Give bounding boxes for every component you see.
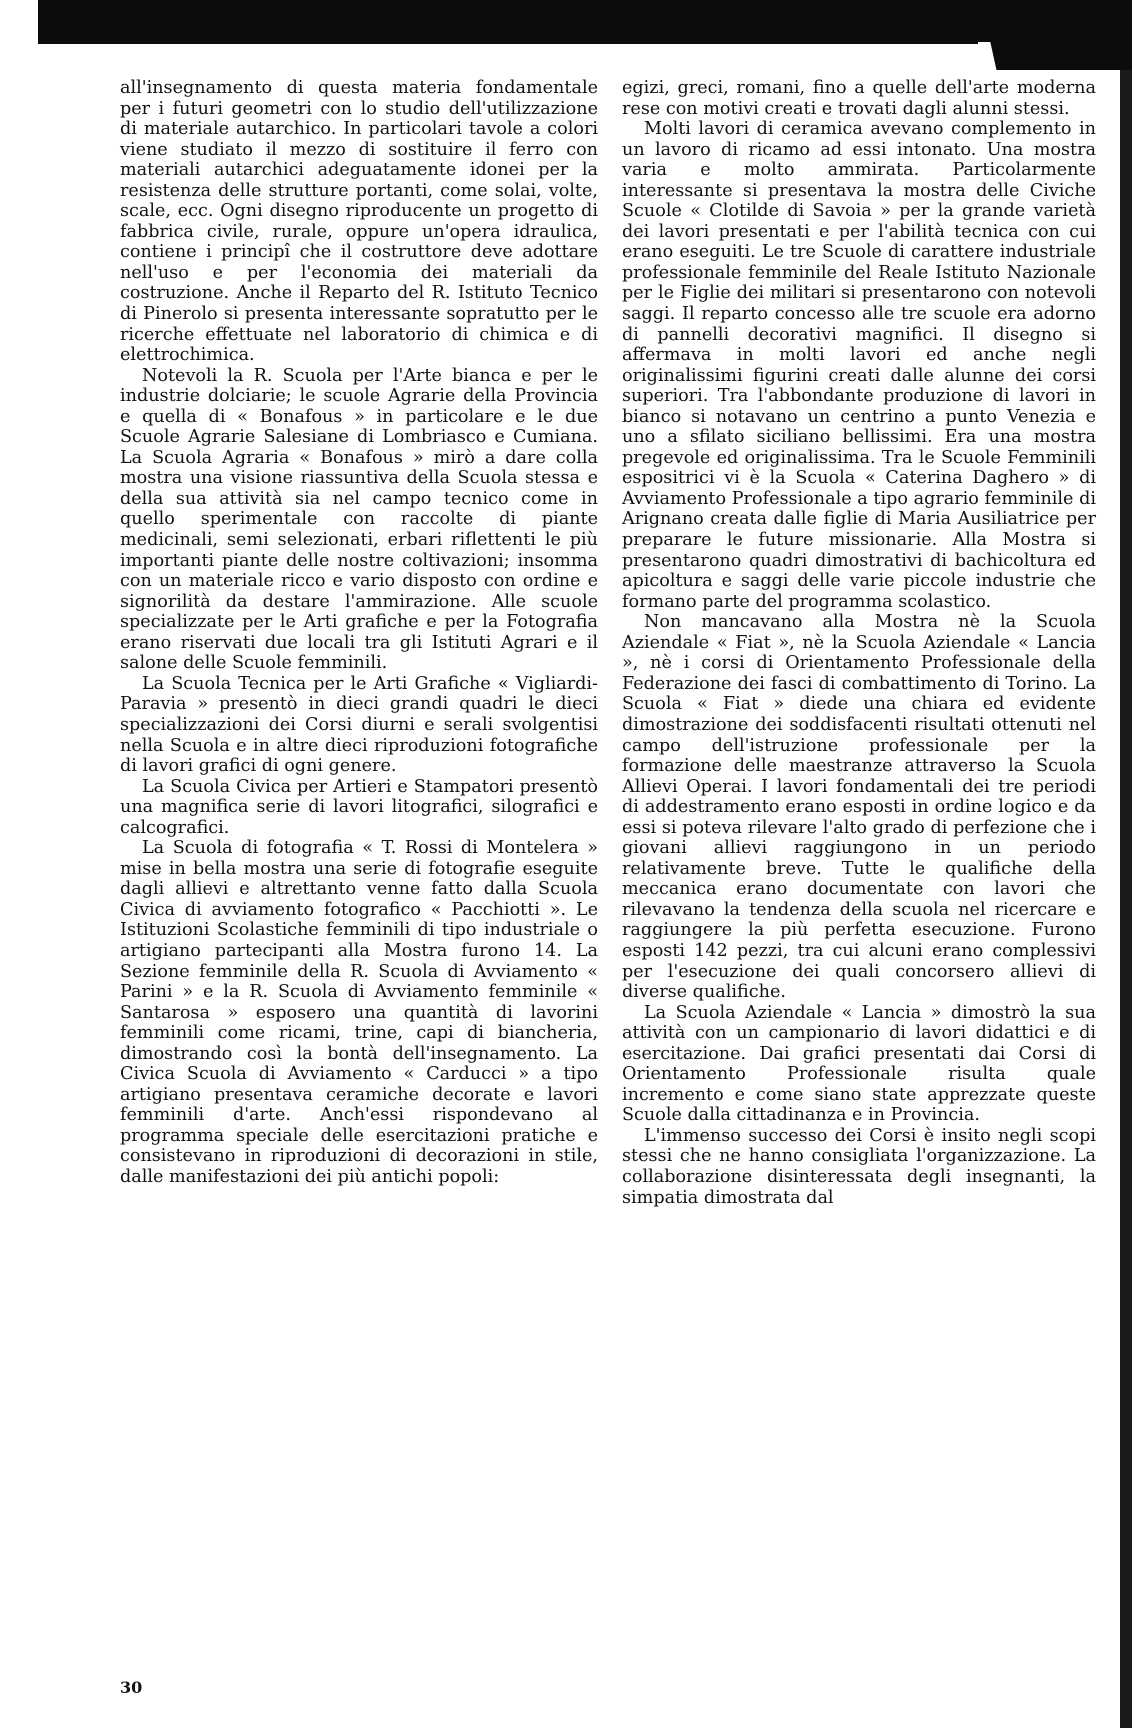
- scan-right-dark-border: [1120, 70, 1132, 1728]
- left-paragraph-2: Notevoli la R. Scuola per l'Arte bianca e per le industrie dolciarie; le scuole Agrarie della Provincia e quella di « Bonafous » in particolare e le due Scuole Agrarie Salesiane di Lombriasco e Cumiana. La Scuola Agraria « Bonafous » mirò a dare colla mostra una visione riassuntiva della Scuola stessa e della sua attività sia nel campo tecnico come in quello sperimentale con raccolte di piante medicinali, semi selezionati, erbari riflettenti le più importanti piante delle nostre coltivazioni; insomma con un materiale ricco e vario disposto con ordine e signorilità da destare l'ammirazione. Alle scuole specializzate per le Arti grafiche e per la Fotografia erano riservati due locali tra gli Istituti Agrari e il salone delle Scuole femminili.: [120, 365, 598, 674]
- right-text-column: [622, 78, 1096, 1208]
- right-paragraph-5: L'immenso successo dei Corsi è insito negli scopi stessi che ne hanno consigliata l'organizzazione. La collaborazione disinteressata degli insegnanti, la simpatia dimostrata dal: [622, 1125, 1096, 1208]
- page-number: 30: [120, 1678, 143, 1697]
- right-paragraph-1: egizi, greci, romani, fino a quelle dell'arte moderna rese con motivi creati e trovati dagli alunni stessi.: [622, 78, 1096, 119]
- right-paragraph-4: La Scuola Aziendale « Lancia » dimostrò la sua attività con un campionario di lavori didattici e di esercitazione. Dai grafici presentati dai Corsi di Orientamento Professionale risulta quale incremento e come siano state apprezzate queste Scuole dalla cittadinanza e in Provincia.: [622, 1002, 1096, 1126]
- scan-top-dark-border: [38, 0, 978, 44]
- right-paragraph-3: Non mancavano alla Mostra nè la Scuola Aziendale « Fiat », nè la Scuola Aziendale « Lancia », nè i corsi di Orientamento Professionale della Federazione dei fasci di combattimento di Torino. La Scuola « Fiat » diede una chiara ed evidente dimostrazione dei soddisfacenti risultati ottenuti nel campo dell'istruzione professionale per la formazione delle maestranze attraverso la Scuola Allievi Operai. I lavori fondamentali dei tre periodi di addestramento erano esposti in ordine logico e da essi si poteva rilevare l'alto grado di perfezione che i giovani allievi raggiungono in un periodo relativamente breve. Tutte le qualifiche della meccanica erano documentate con lavori che rilevavano la tendenza della scuola nel ricercare e raggiungere la più perfetta esecuzione. Furono esposti 142 pezzi, tra cui alcuni erano complessivi per l'esecuzione dei quali concorsero allievi di diverse qualifiche.: [622, 612, 1096, 1003]
- left-paragraph-5: La Scuola di fotografia « T. Rossi di Montelera » mise in bella mostra una serie di fotografie eseguite dagli allievi e altrettanto venne fatto dalla Scuola Civica di avviamento fotografico « Pacchiotti ». Le Istituzioni Scolastiche femminili di tipo industriale o artigiano partecipanti alla Mostra furono 14. La Sezione femminile della R. Scuola di Avviamento « Parini » e la R. Scuola di Avviamento femminile « Santarosa » esposero una quantità di lavorini femminili come ricami, trine, capi di biancheria, dimostrando così la bontà dell'insegnamento. La Civica Scuola di Avviamento « Carducci » a tipo artigiano presentava ceramiche decorate e lavori femminili d'arte. Anch'essi rispondevano al programma speciale delle esercitazioni pratiche e consistevano in riproduzioni di decorazioni in stile, dalle manifestazioni dei più antichi popoli:: [120, 838, 598, 1187]
- scan-top-right-dark-border: [978, 0, 1132, 70]
- right-paragraph-2: Molti lavori di ceramica avevano complemento in un lavoro di ricamo ad essi intonato. Una mostra varia e molto ammirata. Particolarmente interessante si presentava la mostra delle Civiche Scuole « Clotilde di Savoia » per la grande varietà dei lavori presentati e per l'abilità tecnica con cui erano eseguiti. Le tre Scuole di carattere industriale professionale femminile del Reale Istituto Nazionale per le Figlie dei militari si presentarono con notevoli saggi. Il reparto concesso alle tre scuole era adorno di pannelli decorativi magnifici. Il disegno si affermava in molti lavori ed anche negli originalissimi figurini creati dalle alunne dei corsi superiori. Tra l'abbondante produzione di lavori in bianco si notavano un centrino a punto Venezia e uno a sfilato siciliano bellissimi. Era una mostra pregevole ed originalissima. Tra le Scuole Femminili espositrici vi è la Scuola « Caterina Daghero » di Avviamento Professionale a tipo agrario femminile di Arignano creata dalle figlie di Maria Ausiliatrice per preparare le future missionarie. Alla Mostra si presentarono quadri dimostrativi di bachicoltura ed apicoltura e saggi delle varie piccole industrie che formano parte del programma scolastico.: [622, 119, 1096, 612]
- left-paragraph-4: La Scuola Civica per Artieri e Stampatori presentò una magnifica serie di lavori litografici, silografici e calcografici.: [120, 776, 598, 838]
- left-text-column: [120, 78, 598, 1188]
- left-paragraph-1: all'insegnamento di questa materia fondamentale per i futuri geometri con lo studio dell'utilizzazione di materiale autarchico. In particolari tavole a colori viene studiato il mezzo di sostituire il ferro con materiali autarchici adeguatamente idonei per la resistenza delle strutture portanti, come solai, volte, scale, ecc. Ogni disegno riproducente un progetto di fabbrica civile, rurale, oppure un'opera idraulica, contiene i principî che il costruttore deve adottare nell'uso e per l'economia dei materiali da costruzione. Anche il Reparto del R. Istituto Tecnico di Pinerolo si presenta interessante sopratutto per le ricerche effettuate nel laboratorio di chimica e di elettrochimica.: [120, 78, 598, 366]
- left-paragraph-3: La Scuola Tecnica per le Arti Grafiche « Vigliardi-Paravia » presentò in dieci grandi quadri le dieci specializzazioni dei Corsi diurni e serali svolgentisi nella Scuola e in altre dieci riproduzioni fotografiche di lavori grafici di ogni genere.: [120, 673, 598, 777]
